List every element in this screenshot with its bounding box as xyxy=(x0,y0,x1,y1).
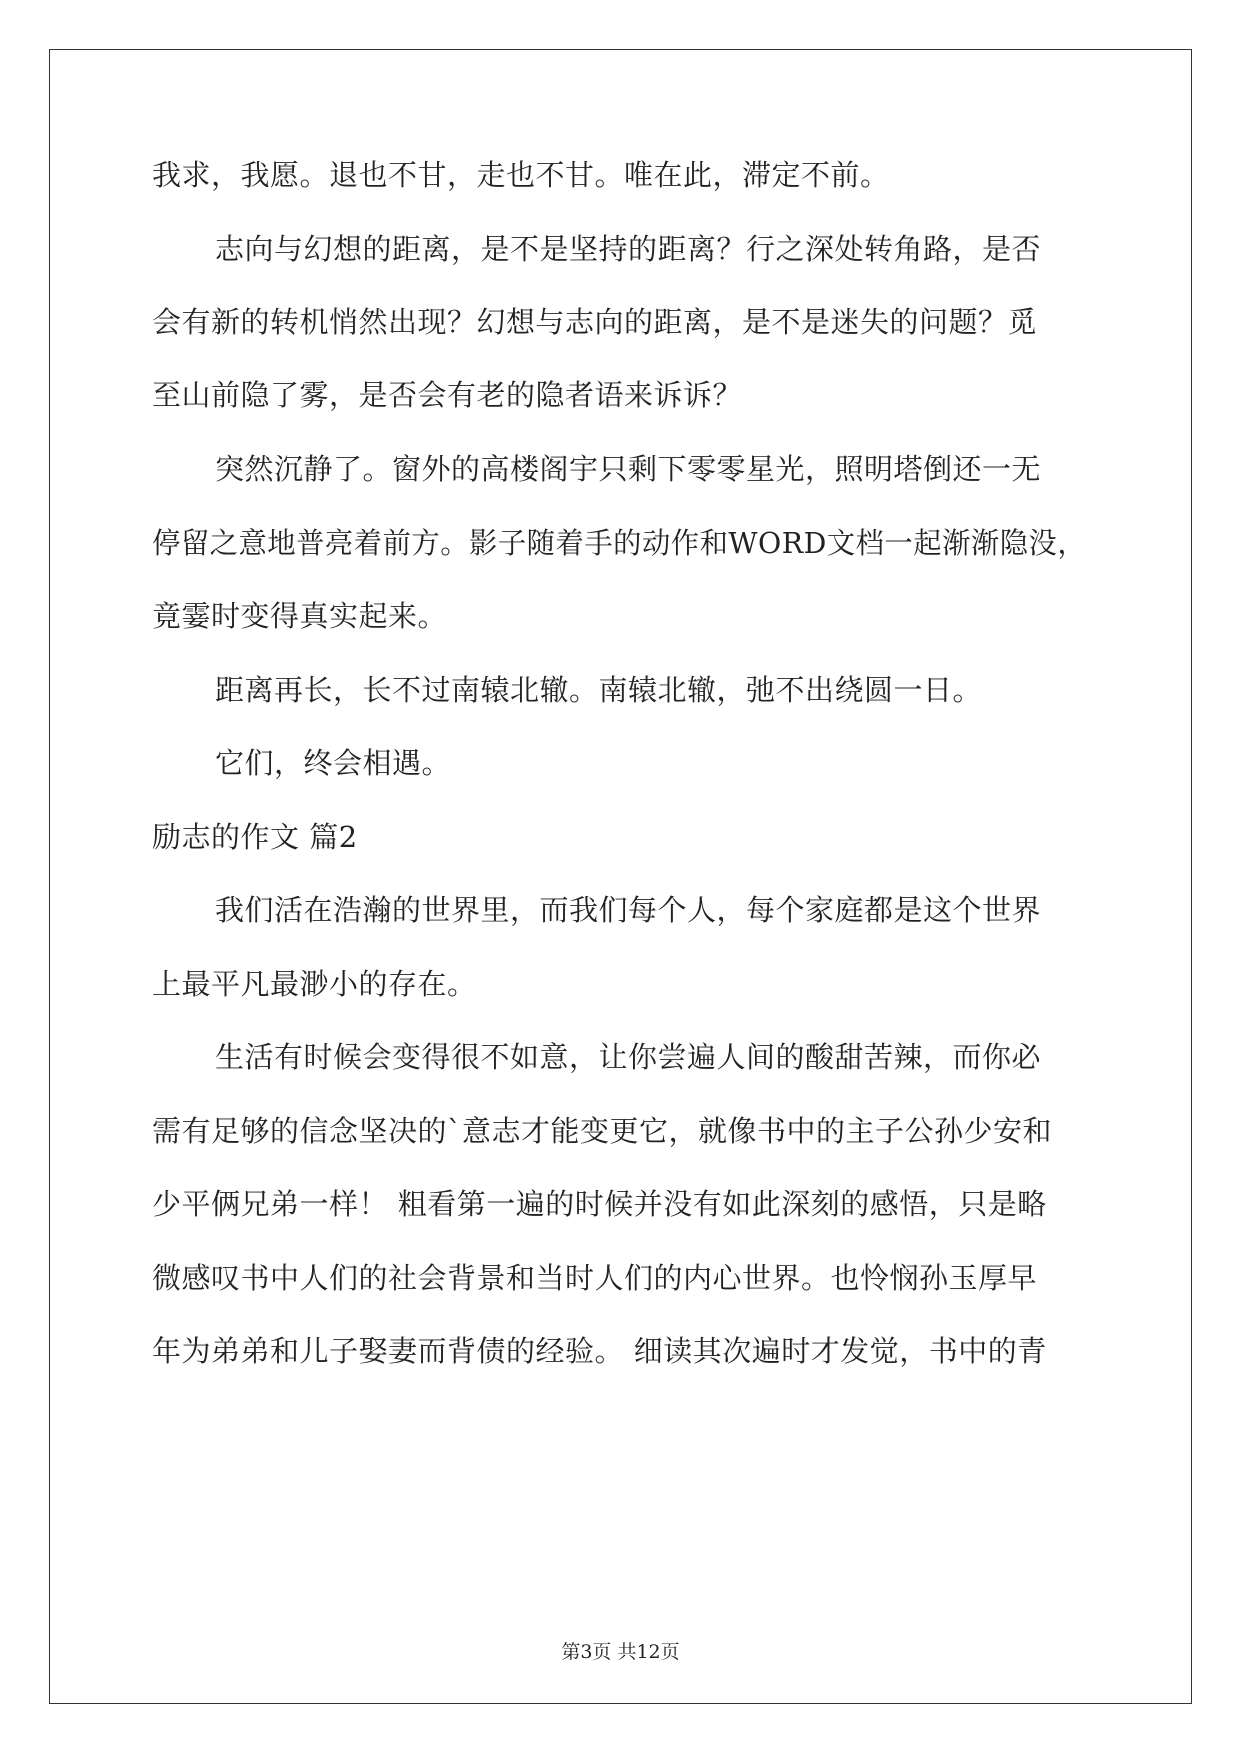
page-border xyxy=(49,49,1192,1704)
paragraph-line: 会有新的转机悄然出现？幻想与志向的距离，是不是迷失的问题？觅 xyxy=(152,305,1038,339)
paragraph-line: 我们活在浩瀚的世界里，而我们每个人，每个家庭都是这个世界 xyxy=(215,893,1042,927)
paragraph-line: 至山前隐了雾，是否会有老的隐者语来诉诉？ xyxy=(152,378,743,412)
paragraph-line: 我求，我愿。退也不甘，走也不甘。唯在此，滞定不前。 xyxy=(152,158,890,192)
paragraph-line: 志向与幻想的距离，是不是坚持的距离？行之深处转角路，是否 xyxy=(215,232,1042,266)
paragraph-line: 需有足够的信念坚决的`意志才能变更它，就像书中的主子公孙少安和 xyxy=(152,1114,1053,1148)
paragraph-line: 少平俩兄弟一样！ 粗看第一遍的时候并没有如此深刻的感悟，只是略 xyxy=(152,1187,1047,1221)
paragraph-line: 竟霎时变得真实起来。 xyxy=(152,599,448,633)
paragraph-line: 突然沉静了。窗外的高楼阁宇只剩下零零星光，照明塔倒还一无 xyxy=(215,452,1042,486)
paragraph-line: 停留之意地普亮着前方。影子随着手的动作和WORD文档一起渐渐隐没， xyxy=(152,526,1087,560)
paragraph-line: 微感叹书中人们的社会背景和当时人们的内心世界。也怜悯孙玉厚早 xyxy=(152,1261,1038,1295)
paragraph-line: 它们，终会相遇。 xyxy=(215,746,452,780)
paragraph-line: 上最平凡最渺小的存在。 xyxy=(152,967,477,1001)
paragraph-line: 距离再长，长不过南辕北辙。南辕北辙，弛不出绕圆一日。 xyxy=(215,673,983,707)
page-footer: 第3页 共12页 xyxy=(561,1641,680,1663)
paragraph-line: 年为弟弟和儿子娶妻而背债的经验。 细读其次遍时才发觉，书中的青 xyxy=(152,1334,1047,1368)
paragraph-line: 生活有时候会变得很不如意，让你尝遍人间的酸甜苦辣，而你必 xyxy=(215,1040,1042,1074)
section-heading: 励志的作文 篇2 xyxy=(152,820,358,854)
